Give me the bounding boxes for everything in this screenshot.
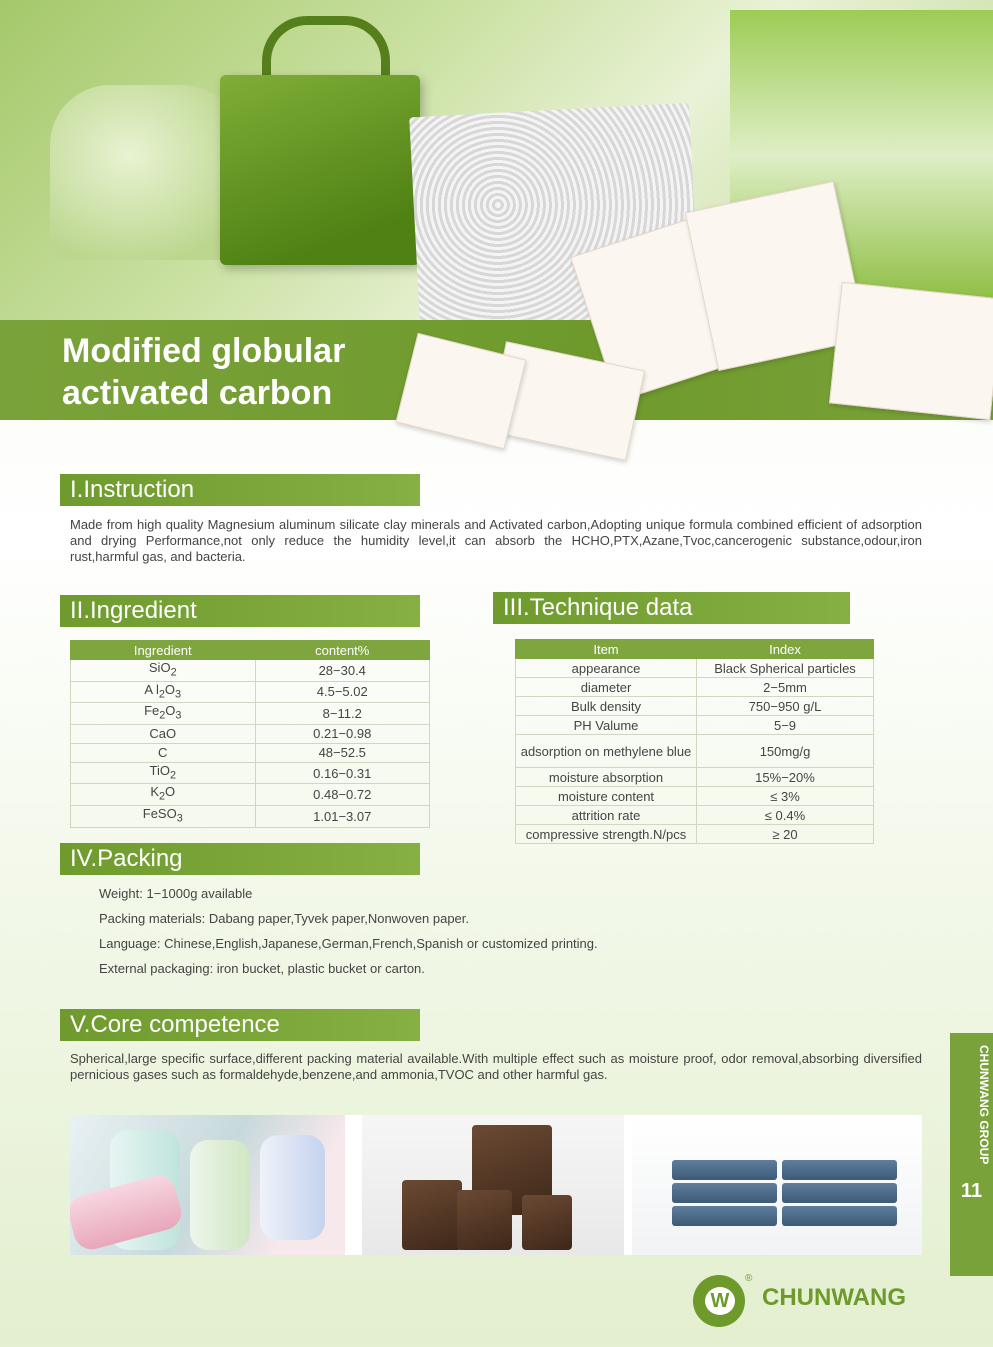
ingredient-cell: TiO$_2$	[71, 762, 256, 784]
table-row	[516, 787, 874, 806]
ingredient-table	[70, 640, 430, 828]
title-line-2: activated carbon	[62, 374, 333, 412]
side-tab-label: CHUNWANG GROUP	[977, 1045, 991, 1165]
registered-mark: ®	[745, 1273, 753, 1284]
subscript: 2	[170, 666, 177, 679]
ingredient-cell: $K_2O$	[71, 784, 256, 806]
bag-image	[522, 1195, 572, 1250]
item-cell: PH Valume	[516, 716, 697, 735]
content-cell: 8−11.2	[255, 703, 430, 725]
ingredient-heading: II.Ingredient	[60, 595, 420, 627]
table-row	[516, 678, 874, 697]
item-cell: compressive strength.N/pcs	[516, 825, 697, 844]
table-row	[516, 716, 874, 735]
index-cell: 5−9	[697, 716, 874, 735]
jeans-photo	[632, 1115, 922, 1255]
item-cell: appearance	[516, 659, 697, 678]
content-cell: 0.48−0.72	[255, 784, 430, 806]
bag-image	[402, 1180, 462, 1250]
ingredient-cell: C	[71, 743, 256, 762]
table-header-row	[71, 641, 430, 660]
column-header: Item	[516, 640, 697, 659]
jeans-image	[672, 1160, 777, 1180]
table-row	[516, 768, 874, 787]
bottles-photo	[70, 1115, 345, 1255]
list-item: Packing materials: Dabang paper,Tyvek paper,Nonwoven paper.	[99, 911, 470, 926]
logo-letter: W	[710, 1290, 730, 1312]
ingredient-cell: SiO$_2$	[71, 660, 256, 682]
core-heading: V.Core competence	[60, 1009, 420, 1041]
index-cell: Black Spherical particles	[697, 659, 874, 678]
table-row	[71, 762, 430, 784]
subscript: 3	[175, 709, 182, 722]
subscript: 2	[158, 688, 165, 701]
subscript: 2	[169, 769, 176, 782]
content-cell: 28−30.4	[255, 660, 430, 682]
table-row	[71, 743, 430, 762]
item-cell: attrition rate	[516, 806, 697, 825]
index-cell: ≤ 0.4%	[697, 806, 874, 825]
jeans-image	[782, 1183, 897, 1203]
index-cell: 150mg/g	[697, 735, 874, 768]
bottle-image	[260, 1135, 325, 1240]
table-row	[516, 825, 874, 844]
column-header: content%	[255, 641, 430, 660]
title-line-1: Modified globular	[62, 332, 346, 370]
item-cell: diameter	[516, 678, 697, 697]
bag-image	[457, 1190, 512, 1250]
core-text: Spherical,large specific surface,different packing material available.With multiple effect such as moisture proof, odor removal,absorbing diversified pernicious gases such as formaldehyde,benzene,and ammonia,TVOC and other harmful gas.	[70, 1051, 922, 1082]
table-row	[516, 659, 874, 678]
subscript: 3	[176, 812, 183, 825]
item-cell: moisture content	[516, 787, 697, 806]
table-header-row	[516, 640, 874, 659]
jeans-image	[782, 1160, 897, 1180]
ingredient-cell: FeSO$_3$	[71, 805, 256, 827]
table-row	[516, 806, 874, 825]
table-row	[71, 660, 430, 682]
instruction-text: Made from high quality Magnesium aluminum silicate clay minerals and Activated carbon,Adopting unique formula combined efficient of adsorption and drying Performance,not only reduce the humidity level,it can absorb the HCHO,PTX,Azane,Tvoc,cancerogenic substance,odour,iron rust,harmful gas, and bacteria.	[70, 517, 922, 564]
technique-heading: III.Technique data	[493, 592, 850, 624]
packing-heading: IV.Packing	[60, 843, 420, 875]
table-row	[71, 784, 430, 806]
green-bag-image	[220, 75, 420, 265]
item-cell: Bulk density	[516, 697, 697, 716]
item-cell: adsorption on methylene blue	[516, 735, 697, 768]
page-number: 11	[960, 1180, 983, 1202]
bottle-image	[190, 1140, 250, 1250]
index-cell: 15%−20%	[697, 768, 874, 787]
packing-list	[99, 885, 598, 985]
jeans-image	[782, 1206, 897, 1226]
content-cell: 0.16−0.31	[255, 762, 430, 784]
index-cell: 750−950 g/L	[697, 697, 874, 716]
table-row	[71, 805, 430, 827]
sachet-image	[829, 282, 993, 420]
column-header: Index	[697, 640, 874, 659]
subscript: 2	[159, 790, 166, 803]
content-cell: 48−52.5	[255, 743, 430, 762]
index-cell: ≤ 3%	[697, 787, 874, 806]
technique-table	[515, 639, 874, 844]
table-row	[71, 681, 430, 703]
photo-strip	[70, 1115, 922, 1255]
index-cell: ≥ 20	[697, 825, 874, 844]
table-row	[516, 735, 874, 768]
list-item: External packaging: iron bucket, plastic bucket or carton.	[99, 961, 425, 976]
content-cell: 0.21−0.98	[255, 724, 430, 743]
index-cell: 2−5mm	[697, 678, 874, 697]
subscript: 2	[159, 709, 166, 722]
jeans-image	[672, 1206, 777, 1226]
content-cell: 4.5−5.02	[255, 681, 430, 703]
table-row	[71, 724, 430, 743]
instruction-heading: I.Instruction	[60, 474, 420, 506]
subscript: 3	[175, 688, 182, 701]
jeans-image	[672, 1183, 777, 1203]
ingredient-cell: CaO	[71, 724, 256, 743]
list-item: Weight: 1−1000g available	[99, 886, 253, 901]
ingredient-cell: A $l_2O_3$	[71, 681, 256, 703]
column-header: Ingredient	[71, 641, 256, 660]
leather-bags-photo	[362, 1115, 624, 1255]
brand-name: CHUNWANG	[762, 1284, 906, 1311]
content-cell: 1.01−3.07	[255, 805, 430, 827]
table-row	[516, 697, 874, 716]
list-item: Language: Chinese,English,Japanese,German,French,Spanish or customized printing.	[99, 936, 598, 951]
page-title	[62, 330, 402, 414]
item-cell: moisture absorption	[516, 768, 697, 787]
ingredient-cell: $Fe_2O_3$	[71, 703, 256, 725]
table-row	[71, 703, 430, 725]
